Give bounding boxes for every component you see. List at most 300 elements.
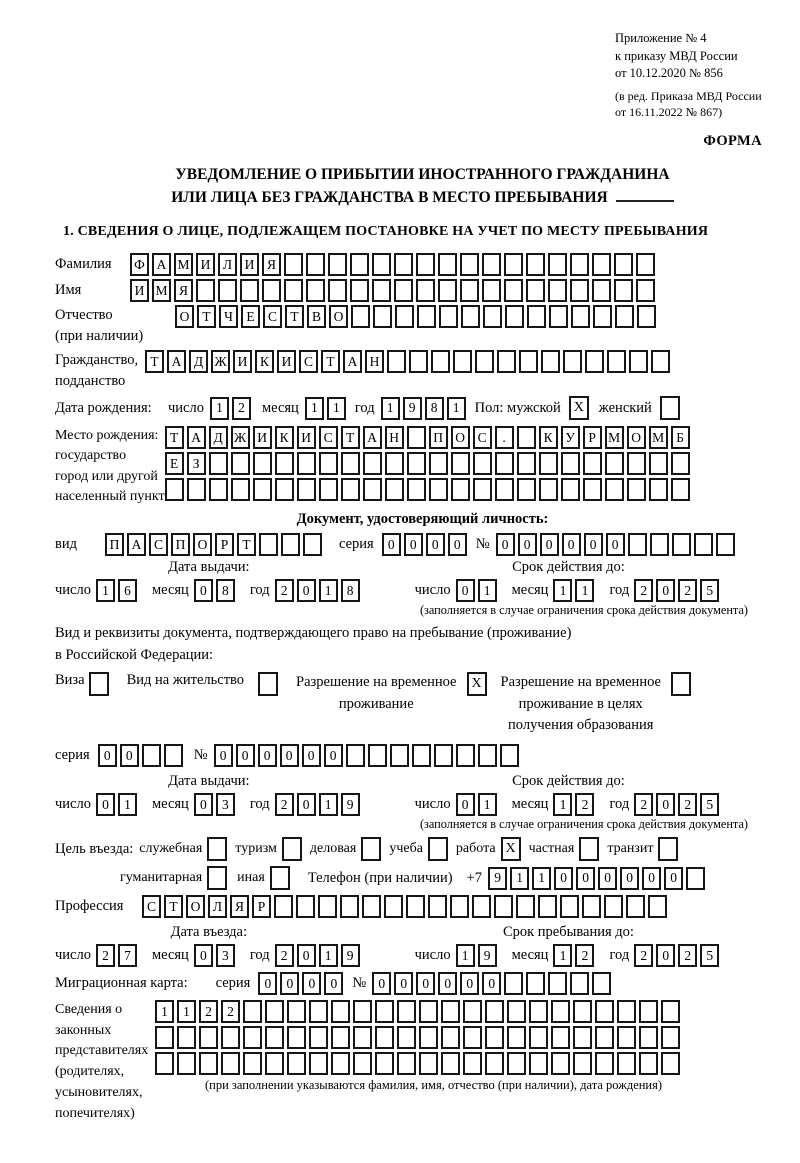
char-cell[interactable] <box>504 972 523 995</box>
char-cell[interactable]: 6 <box>118 579 137 602</box>
char-cell[interactable]: 2 <box>96 944 115 967</box>
char-cell[interactable] <box>517 478 536 501</box>
char-cell[interactable] <box>605 478 624 501</box>
char-cell[interactable] <box>155 1052 174 1075</box>
char-cell[interactable]: 1 <box>155 1000 174 1023</box>
char-cell[interactable]: Т <box>321 350 340 373</box>
char-cell[interactable] <box>595 1000 614 1023</box>
char-cell[interactable]: 1 <box>553 579 572 602</box>
char-cell[interactable] <box>231 478 250 501</box>
char-cell[interactable] <box>629 350 648 373</box>
char-cell[interactable] <box>253 452 272 475</box>
char-cell[interactable] <box>253 478 272 501</box>
char-cell[interactable]: Т <box>197 305 216 328</box>
char-cell[interactable]: Т <box>164 895 183 918</box>
char-cell[interactable] <box>539 452 558 475</box>
char-cell[interactable] <box>551 1052 570 1075</box>
char-cell[interactable] <box>482 279 501 302</box>
char-cell[interactable] <box>362 895 381 918</box>
char-cell[interactable] <box>539 478 558 501</box>
temp-residence-permit-checkbox[interactable]: X <box>467 672 487 696</box>
char-cell[interactable]: С <box>263 305 282 328</box>
char-cell[interactable] <box>648 895 667 918</box>
char-cell[interactable] <box>607 350 626 373</box>
char-cell[interactable] <box>265 1052 284 1075</box>
char-cell[interactable] <box>438 279 457 302</box>
char-cell[interactable] <box>407 478 426 501</box>
char-cell[interactable] <box>529 1052 548 1075</box>
char-cell[interactable] <box>541 350 560 373</box>
char-cell[interactable]: 2 <box>275 793 294 816</box>
char-cell[interactable] <box>385 478 404 501</box>
purpose-humanitarian-checkbox[interactable] <box>207 866 227 890</box>
char-cell[interactable] <box>373 305 392 328</box>
char-cell[interactable]: 0 <box>98 744 117 767</box>
char-cell[interactable] <box>548 253 567 276</box>
char-cell[interactable]: Ж <box>231 426 250 449</box>
char-cell[interactable] <box>394 279 413 302</box>
char-cell[interactable]: 5 <box>700 944 719 967</box>
char-cell[interactable] <box>353 1026 372 1049</box>
char-cell[interactable] <box>397 1000 416 1023</box>
char-cell[interactable] <box>463 1000 482 1023</box>
char-cell[interactable]: 8 <box>341 579 360 602</box>
char-cell[interactable] <box>439 305 458 328</box>
char-cell[interactable] <box>551 1000 570 1023</box>
char-cell[interactable]: Е <box>165 452 184 475</box>
char-cell[interactable]: Я <box>230 895 249 918</box>
char-cell[interactable]: А <box>127 533 146 556</box>
char-cell[interactable] <box>636 279 655 302</box>
char-cell[interactable]: 2 <box>634 579 653 602</box>
char-cell[interactable] <box>595 1052 614 1075</box>
char-cell[interactable]: 1 <box>319 944 338 967</box>
char-cell[interactable]: 3 <box>216 793 235 816</box>
char-cell[interactable]: О <box>193 533 212 556</box>
char-cell[interactable]: И <box>253 426 272 449</box>
char-cell[interactable]: 0 <box>96 793 115 816</box>
char-cell[interactable] <box>306 253 325 276</box>
char-cell[interactable] <box>548 279 567 302</box>
char-cell[interactable] <box>419 1052 438 1075</box>
char-cell[interactable] <box>627 452 646 475</box>
char-cell[interactable]: Т <box>237 533 256 556</box>
char-cell[interactable]: 2 <box>221 1000 240 1023</box>
char-cell[interactable] <box>507 1000 526 1023</box>
char-cell[interactable] <box>309 1000 328 1023</box>
char-cell[interactable] <box>340 895 359 918</box>
char-cell[interactable] <box>431 350 450 373</box>
char-cell[interactable]: П <box>429 426 448 449</box>
char-cell[interactable]: 0 <box>664 867 683 890</box>
char-cell[interactable]: 2 <box>678 579 697 602</box>
char-cell[interactable]: К <box>539 426 558 449</box>
char-cell[interactable]: Р <box>583 426 602 449</box>
char-cell[interactable] <box>209 478 228 501</box>
char-cell[interactable] <box>517 426 536 449</box>
char-cell[interactable]: Т <box>341 426 360 449</box>
char-cell[interactable]: И <box>130 279 149 302</box>
char-cell[interactable] <box>407 452 426 475</box>
char-cell[interactable] <box>604 895 623 918</box>
char-cell[interactable]: 0 <box>258 972 277 995</box>
purpose-business-checkbox[interactable] <box>361 837 381 861</box>
char-cell[interactable]: 1 <box>319 579 338 602</box>
char-cell[interactable] <box>686 867 705 890</box>
char-cell[interactable] <box>384 895 403 918</box>
char-cell[interactable] <box>351 305 370 328</box>
char-cell[interactable]: 1 <box>447 397 466 420</box>
char-cell[interactable]: С <box>149 533 168 556</box>
char-cell[interactable] <box>341 478 360 501</box>
char-cell[interactable] <box>570 279 589 302</box>
char-cell[interactable] <box>221 1026 240 1049</box>
char-cell[interactable]: 0 <box>404 533 423 556</box>
char-cell[interactable]: О <box>451 426 470 449</box>
char-cell[interactable]: 0 <box>324 972 343 995</box>
edu-residence-permit-checkbox[interactable] <box>671 672 691 696</box>
char-cell[interactable] <box>605 452 624 475</box>
char-cell[interactable] <box>472 895 491 918</box>
char-cell[interactable]: С <box>319 426 338 449</box>
char-cell[interactable]: С <box>473 426 492 449</box>
char-cell[interactable]: 0 <box>194 793 213 816</box>
char-cell[interactable] <box>672 533 691 556</box>
char-cell[interactable] <box>617 1052 636 1075</box>
char-cell[interactable]: 2 <box>275 944 294 967</box>
char-cell[interactable] <box>483 305 502 328</box>
char-cell[interactable]: 1 <box>510 867 529 890</box>
char-cell[interactable] <box>529 1026 548 1049</box>
char-cell[interactable] <box>627 478 646 501</box>
char-cell[interactable] <box>353 1000 372 1023</box>
char-cell[interactable]: Ф <box>130 253 149 276</box>
char-cell[interactable] <box>516 895 535 918</box>
char-cell[interactable] <box>473 478 492 501</box>
char-cell[interactable]: 0 <box>194 579 213 602</box>
char-cell[interactable] <box>617 1026 636 1049</box>
char-cell[interactable] <box>460 253 479 276</box>
char-cell[interactable] <box>626 895 645 918</box>
char-cell[interactable]: 1 <box>575 579 594 602</box>
char-cell[interactable] <box>417 305 436 328</box>
char-cell[interactable]: 9 <box>403 397 422 420</box>
char-cell[interactable]: 0 <box>302 972 321 995</box>
char-cell[interactable] <box>538 895 557 918</box>
purpose-tourism-checkbox[interactable] <box>282 837 302 861</box>
char-cell[interactable]: Ч <box>219 305 238 328</box>
char-cell[interactable]: 1 <box>553 793 572 816</box>
char-cell[interactable] <box>281 533 300 556</box>
char-cell[interactable]: Д <box>209 426 228 449</box>
char-cell[interactable] <box>615 305 634 328</box>
char-cell[interactable]: 2 <box>575 944 594 967</box>
char-cell[interactable] <box>243 1052 262 1075</box>
char-cell[interactable] <box>585 350 604 373</box>
char-cell[interactable] <box>284 253 303 276</box>
char-cell[interactable] <box>416 253 435 276</box>
char-cell[interactable] <box>519 350 538 373</box>
char-cell[interactable] <box>209 452 228 475</box>
char-cell[interactable] <box>526 253 545 276</box>
char-cell[interactable] <box>303 533 322 556</box>
char-cell[interactable]: 0 <box>518 533 537 556</box>
char-cell[interactable]: 0 <box>416 972 435 995</box>
char-cell[interactable] <box>218 279 237 302</box>
char-cell[interactable]: 0 <box>456 579 475 602</box>
char-cell[interactable] <box>297 452 316 475</box>
char-cell[interactable] <box>507 1026 526 1049</box>
char-cell[interactable] <box>639 1000 658 1023</box>
char-cell[interactable] <box>639 1026 658 1049</box>
char-cell[interactable] <box>397 1026 416 1049</box>
char-cell[interactable]: 0 <box>372 972 391 995</box>
char-cell[interactable] <box>661 1052 680 1075</box>
char-cell[interactable]: 0 <box>540 533 559 556</box>
char-cell[interactable] <box>560 895 579 918</box>
char-cell[interactable] <box>434 744 453 767</box>
char-cell[interactable] <box>284 279 303 302</box>
char-cell[interactable] <box>265 1000 284 1023</box>
char-cell[interactable]: 0 <box>324 744 343 767</box>
char-cell[interactable] <box>287 1026 306 1049</box>
char-cell[interactable]: П <box>171 533 190 556</box>
char-cell[interactable] <box>504 253 523 276</box>
char-cell[interactable] <box>328 279 347 302</box>
char-cell[interactable] <box>397 1052 416 1075</box>
char-cell[interactable] <box>456 744 475 767</box>
char-cell[interactable]: 9 <box>478 944 497 967</box>
char-cell[interactable] <box>485 1026 504 1049</box>
char-cell[interactable]: 2 <box>199 1000 218 1023</box>
char-cell[interactable]: 8 <box>216 579 235 602</box>
char-cell[interactable]: М <box>649 426 668 449</box>
char-cell[interactable] <box>319 478 338 501</box>
char-cell[interactable] <box>199 1052 218 1075</box>
char-cell[interactable]: 0 <box>460 972 479 995</box>
char-cell[interactable] <box>309 1026 328 1049</box>
purpose-transit-checkbox[interactable] <box>658 837 678 861</box>
char-cell[interactable]: О <box>175 305 194 328</box>
char-cell[interactable] <box>438 253 457 276</box>
char-cell[interactable]: 2 <box>634 944 653 967</box>
char-cell[interactable]: А <box>363 426 382 449</box>
char-cell[interactable] <box>461 305 480 328</box>
char-cell[interactable] <box>231 452 250 475</box>
char-cell[interactable] <box>475 350 494 373</box>
char-cell[interactable]: 0 <box>297 944 316 967</box>
char-cell[interactable] <box>331 1000 350 1023</box>
char-cell[interactable]: 0 <box>297 793 316 816</box>
char-cell[interactable] <box>548 972 567 995</box>
char-cell[interactable] <box>485 1052 504 1075</box>
char-cell[interactable]: 2 <box>634 793 653 816</box>
char-cell[interactable]: 0 <box>120 744 139 767</box>
char-cell[interactable] <box>649 452 668 475</box>
char-cell[interactable]: 0 <box>656 944 675 967</box>
char-cell[interactable]: С <box>142 895 161 918</box>
char-cell[interactable] <box>306 279 325 302</box>
char-cell[interactable] <box>526 972 545 995</box>
char-cell[interactable] <box>592 253 611 276</box>
sex-male-checkbox[interactable]: X <box>569 396 589 420</box>
char-cell[interactable] <box>661 1000 680 1023</box>
char-cell[interactable]: . <box>495 426 514 449</box>
char-cell[interactable]: 9 <box>341 944 360 967</box>
char-cell[interactable] <box>473 452 492 475</box>
char-cell[interactable]: Е <box>241 305 260 328</box>
char-cell[interactable]: 0 <box>302 744 321 767</box>
char-cell[interactable] <box>387 350 406 373</box>
char-cell[interactable] <box>497 350 516 373</box>
char-cell[interactable]: 2 <box>678 793 697 816</box>
char-cell[interactable]: 0 <box>194 944 213 967</box>
char-cell[interactable] <box>331 1026 350 1049</box>
char-cell[interactable]: 1 <box>319 793 338 816</box>
char-cell[interactable] <box>650 533 669 556</box>
char-cell[interactable]: Я <box>262 253 281 276</box>
char-cell[interactable] <box>221 1052 240 1075</box>
char-cell[interactable]: М <box>152 279 171 302</box>
char-cell[interactable] <box>275 452 294 475</box>
char-cell[interactable]: К <box>275 426 294 449</box>
char-cell[interactable] <box>287 1000 306 1023</box>
char-cell[interactable] <box>463 1052 482 1075</box>
char-cell[interactable]: 0 <box>606 533 625 556</box>
purpose-work-checkbox[interactable]: X <box>501 837 521 861</box>
visa-checkbox[interactable] <box>89 672 109 696</box>
char-cell[interactable] <box>265 1026 284 1049</box>
char-cell[interactable] <box>385 452 404 475</box>
char-cell[interactable] <box>318 895 337 918</box>
char-cell[interactable] <box>350 253 369 276</box>
char-cell[interactable]: А <box>152 253 171 276</box>
char-cell[interactable]: Л <box>208 895 227 918</box>
char-cell[interactable]: М <box>605 426 624 449</box>
char-cell[interactable]: Н <box>365 350 384 373</box>
char-cell[interactable]: 9 <box>488 867 507 890</box>
char-cell[interactable] <box>592 279 611 302</box>
char-cell[interactable] <box>394 253 413 276</box>
char-cell[interactable] <box>460 279 479 302</box>
char-cell[interactable] <box>375 1026 394 1049</box>
char-cell[interactable]: 0 <box>426 533 445 556</box>
char-cell[interactable] <box>296 895 315 918</box>
char-cell[interactable] <box>319 452 338 475</box>
char-cell[interactable] <box>649 478 668 501</box>
char-cell[interactable] <box>563 350 582 373</box>
char-cell[interactable]: 0 <box>620 867 639 890</box>
char-cell[interactable] <box>529 1000 548 1023</box>
char-cell[interactable]: А <box>187 426 206 449</box>
char-cell[interactable] <box>395 305 414 328</box>
char-cell[interactable]: 0 <box>280 744 299 767</box>
char-cell[interactable] <box>495 452 514 475</box>
char-cell[interactable] <box>187 478 206 501</box>
char-cell[interactable] <box>196 279 215 302</box>
char-cell[interactable] <box>617 1000 636 1023</box>
char-cell[interactable] <box>164 744 183 767</box>
char-cell[interactable]: 1 <box>96 579 115 602</box>
char-cell[interactable]: 0 <box>236 744 255 767</box>
char-cell[interactable] <box>309 1052 328 1075</box>
char-cell[interactable]: 0 <box>584 533 603 556</box>
char-cell[interactable] <box>463 1026 482 1049</box>
char-cell[interactable] <box>177 1052 196 1075</box>
char-cell[interactable]: 8 <box>425 397 444 420</box>
char-cell[interactable] <box>177 1026 196 1049</box>
char-cell[interactable]: 0 <box>554 867 573 890</box>
char-cell[interactable]: 0 <box>438 972 457 995</box>
char-cell[interactable] <box>614 253 633 276</box>
char-cell[interactable]: М <box>174 253 193 276</box>
char-cell[interactable] <box>517 452 536 475</box>
char-cell[interactable] <box>419 1000 438 1023</box>
char-cell[interactable]: 1 <box>305 397 324 420</box>
char-cell[interactable]: 0 <box>496 533 515 556</box>
char-cell[interactable] <box>341 452 360 475</box>
char-cell[interactable] <box>275 478 294 501</box>
char-cell[interactable] <box>328 253 347 276</box>
char-cell[interactable]: А <box>343 350 362 373</box>
char-cell[interactable]: 1 <box>327 397 346 420</box>
char-cell[interactable]: 3 <box>216 944 235 967</box>
char-cell[interactable]: 1 <box>532 867 551 890</box>
char-cell[interactable]: 0 <box>598 867 617 890</box>
char-cell[interactable] <box>505 305 524 328</box>
char-cell[interactable]: Ж <box>211 350 230 373</box>
purpose-official-checkbox[interactable] <box>207 837 227 861</box>
char-cell[interactable]: 1 <box>553 944 572 967</box>
char-cell[interactable] <box>595 1026 614 1049</box>
char-cell[interactable] <box>429 452 448 475</box>
char-cell[interactable]: 0 <box>382 533 401 556</box>
char-cell[interactable] <box>573 1052 592 1075</box>
char-cell[interactable]: О <box>186 895 205 918</box>
char-cell[interactable] <box>583 478 602 501</box>
char-cell[interactable] <box>274 895 293 918</box>
char-cell[interactable]: 5 <box>700 579 719 602</box>
char-cell[interactable]: 1 <box>478 579 497 602</box>
char-cell[interactable] <box>592 972 611 995</box>
char-cell[interactable] <box>372 253 391 276</box>
char-cell[interactable]: 9 <box>341 793 360 816</box>
char-cell[interactable]: 1 <box>478 793 497 816</box>
char-cell[interactable] <box>412 744 431 767</box>
char-cell[interactable] <box>671 478 690 501</box>
purpose-study-checkbox[interactable] <box>428 837 448 861</box>
char-cell[interactable] <box>363 452 382 475</box>
char-cell[interactable] <box>165 478 184 501</box>
char-cell[interactable] <box>262 279 281 302</box>
char-cell[interactable] <box>500 744 519 767</box>
char-cell[interactable] <box>428 895 447 918</box>
char-cell[interactable] <box>372 279 391 302</box>
char-cell[interactable]: 0 <box>482 972 501 995</box>
char-cell[interactable] <box>243 1000 262 1023</box>
char-cell[interactable] <box>375 1052 394 1075</box>
char-cell[interactable] <box>240 279 259 302</box>
char-cell[interactable]: Р <box>215 533 234 556</box>
char-cell[interactable]: И <box>196 253 215 276</box>
char-cell[interactable] <box>637 305 656 328</box>
char-cell[interactable] <box>495 478 514 501</box>
char-cell[interactable]: И <box>277 350 296 373</box>
char-cell[interactable] <box>406 895 425 918</box>
char-cell[interactable]: 2 <box>678 944 697 967</box>
char-cell[interactable]: Л <box>218 253 237 276</box>
char-cell[interactable] <box>570 253 589 276</box>
